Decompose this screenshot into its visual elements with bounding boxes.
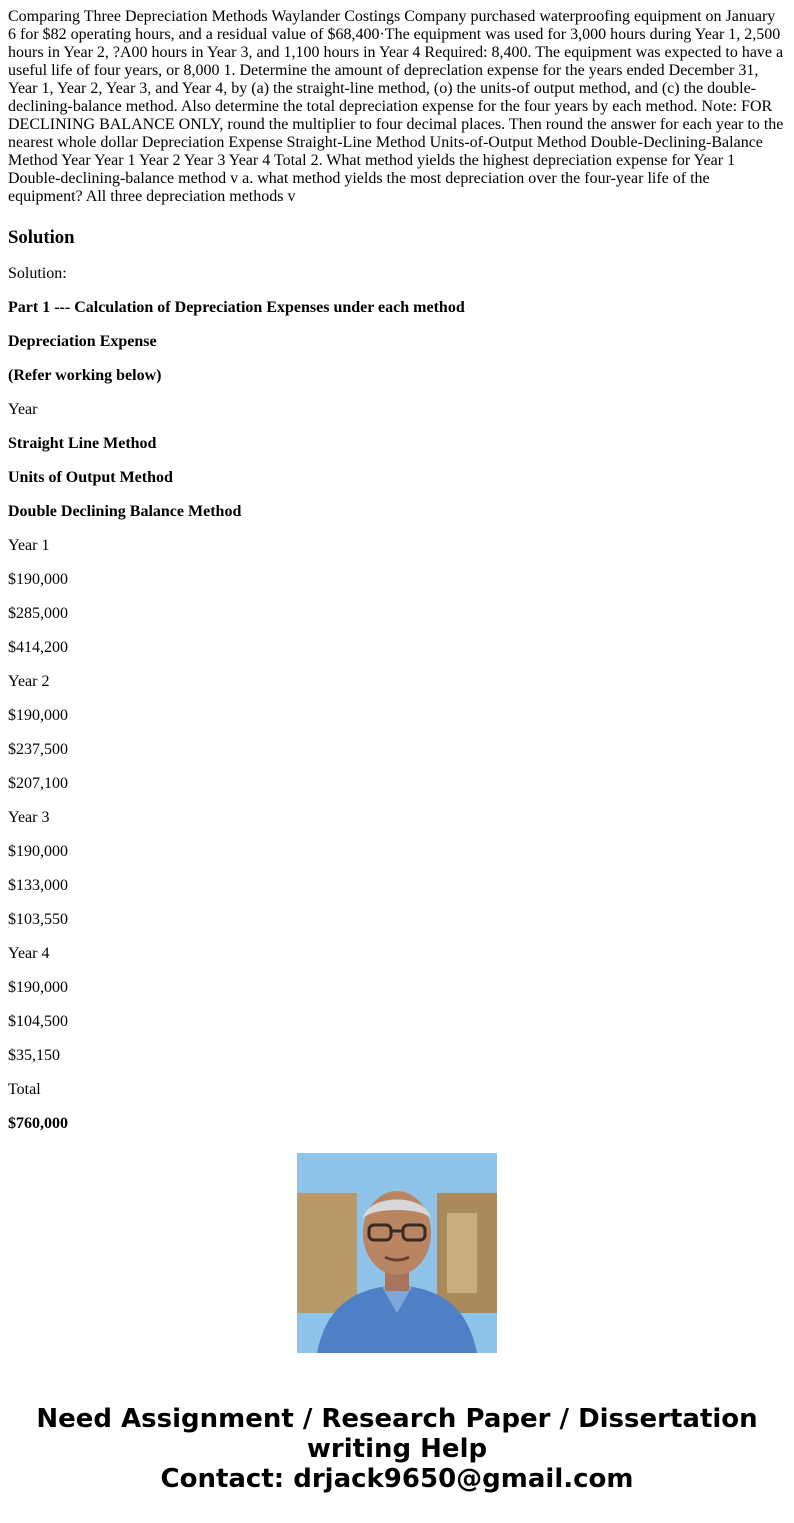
solution-heading: Solution	[8, 227, 75, 248]
row-straight-line-value: $190,000	[8, 843, 68, 860]
row-double-declining-value: $414,200	[8, 639, 68, 656]
header-double-declining: Double Declining Balance Method	[8, 503, 242, 520]
row-units-of-output-value: $237,500	[8, 741, 68, 758]
row-year-label: Year 2	[8, 673, 50, 690]
cta-contact-line: Contact: drjack9650@gmail.com	[160, 1464, 634, 1494]
contact-banner	[0, 1404, 794, 1494]
row-year-label: Year 3	[8, 809, 50, 826]
avatar	[297, 1153, 497, 1353]
document-content	[8, 8, 786, 1132]
header-units-of-output: Units of Output Method	[8, 469, 173, 486]
row-straight-line-value: $190,000	[8, 571, 68, 588]
row-units-of-output-value: $133,000	[8, 877, 68, 894]
table-title: Depreciation Expense	[8, 333, 157, 350]
header-year: Year	[8, 401, 38, 418]
total-label: Total	[8, 1081, 41, 1098]
avatar-portrait-icon	[297, 1153, 497, 1353]
row-units-of-output-value: $285,000	[8, 605, 68, 622]
header-straight-line: Straight Line Method	[8, 435, 157, 452]
row-double-declining-value: $207,100	[8, 775, 68, 792]
row-year-label: Year 1	[8, 537, 50, 554]
row-straight-line-value: $190,000	[8, 707, 68, 724]
cta-line-2: writing Help	[306, 1434, 488, 1464]
total-straight-line-value: $760,000	[8, 1115, 68, 1132]
question-text: Comparing Three Depreciation Methods Waylander Costings Company purchased waterproofing equipment on January 6 for $82 operating hours, and a residual value of $68,400·The equipment was used for 3,000 hours during Year 1, 2,500 hours in Year 2, ?A00 hours in Year 3, and 1,100 hours in Year 4 Required: 8,400. The equipment was expected to have a useful life of four years, or 8,000 1. Determine the amount of depreclation expense for the years ended December 31, Year 1, Year 2, Year 3, and Year 4, by (a) the straight-line method, (o) the units-of output method, and (c) the double-declining-balance method. Also determine the total depreciation expense for the four years by each method. Note: FOR DECLINING BALANCE ONLY, round the multiplier to four decimal places. Then round the answer for each year to the nearest whole dollar Depreciation Expense Straight-Line Method Units-of-Output Method Double-Declining-Balance Method Year Year 1 Year 2 Year 3 Year 4 Total 2. What method yields the highest depreciation expense for Year 1 Double-declining-balance method v a. what method yields the most depreciation over the four-year life of the equipment? All three depreciation methods v	[8, 8, 784, 205]
part-title: Part 1 --- Calculation of Depreciation Expenses under each method	[8, 299, 465, 316]
row-units-of-output-value: $104,500	[8, 1013, 68, 1030]
row-double-declining-value: $35,150	[8, 1047, 60, 1064]
cta-line-1: Need Assignment / Research Paper / Dissertation	[36, 1404, 758, 1434]
row-year-label: Year 4	[8, 945, 50, 962]
table-note: (Refer working below)	[8, 367, 162, 384]
row-straight-line-value: $190,000	[8, 979, 68, 996]
row-double-declining-value: $103,550	[8, 911, 68, 928]
solution-intro: Solution:	[8, 265, 67, 282]
